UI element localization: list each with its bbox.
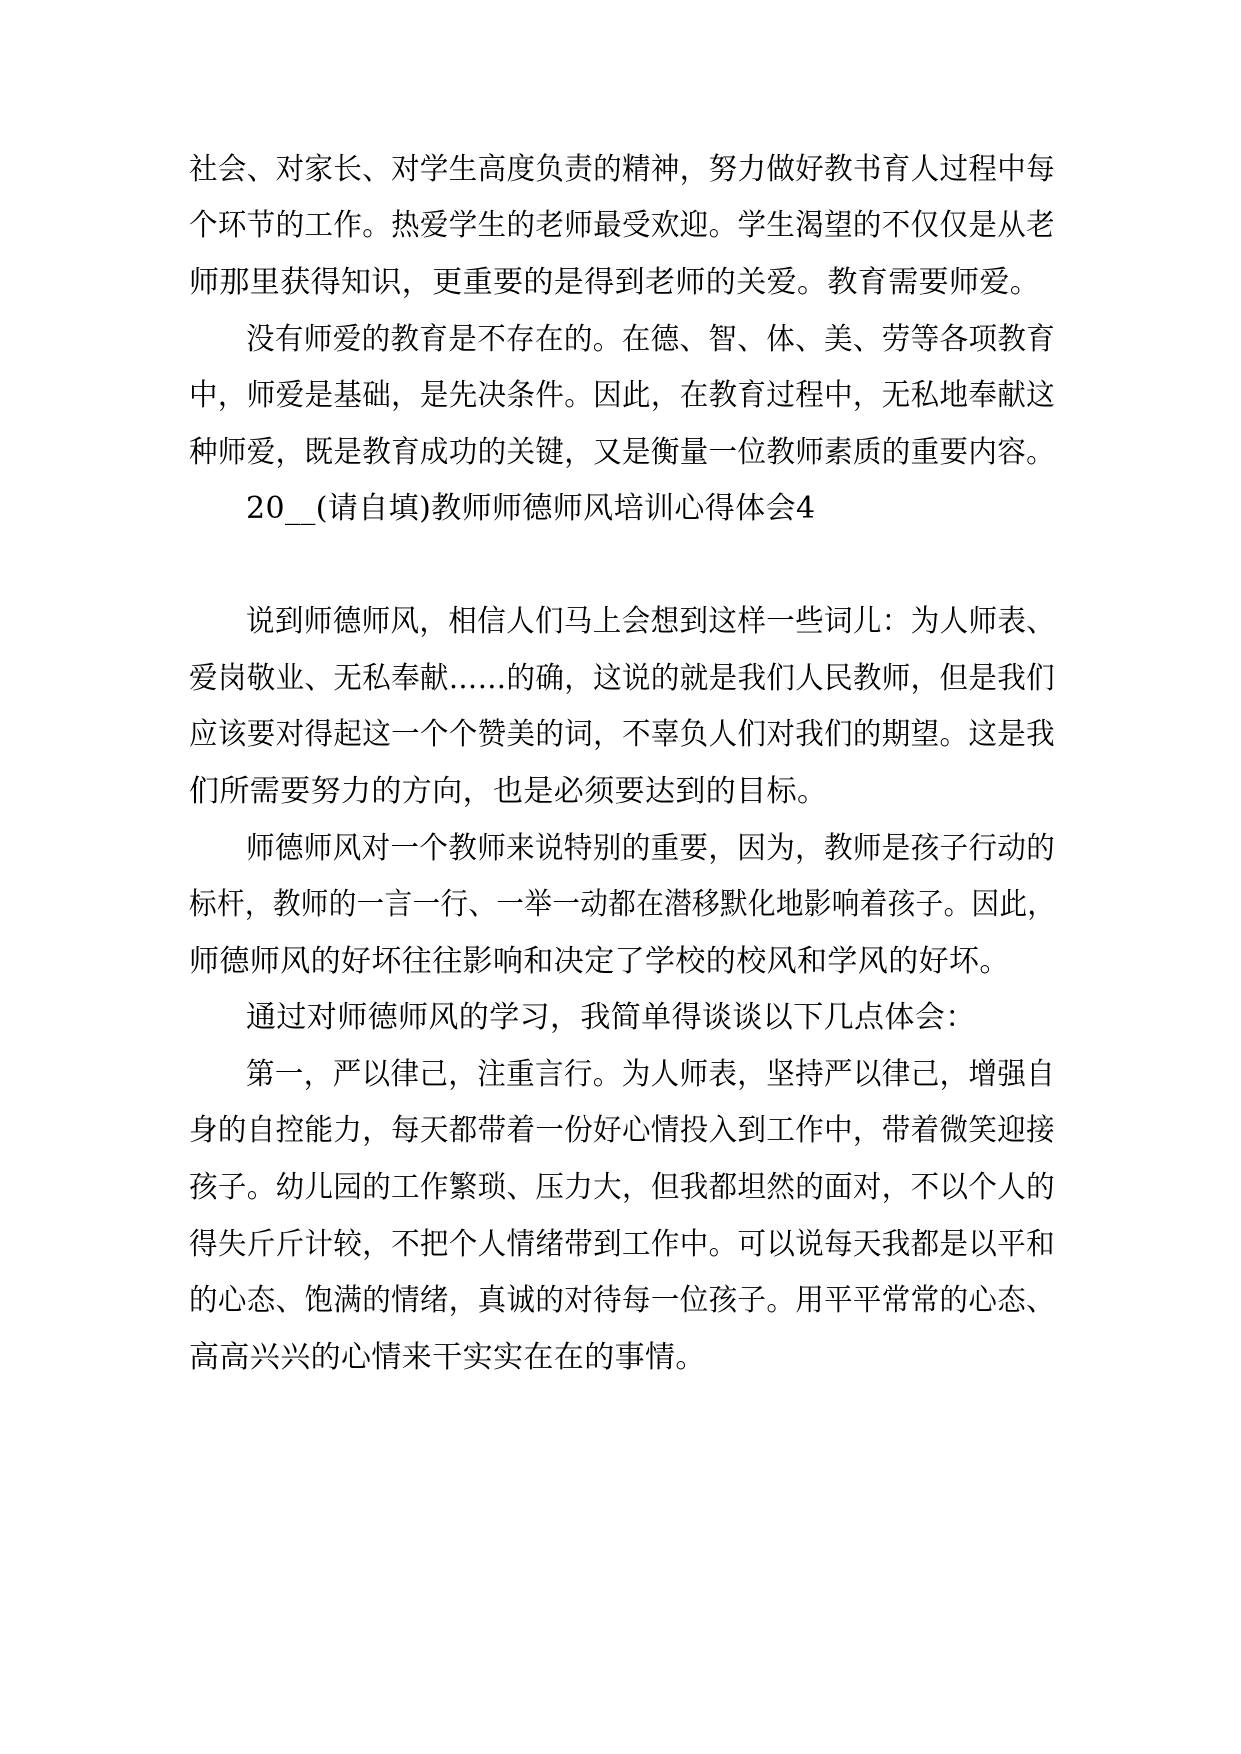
text-line: 通过对师德师风的学习，我简单得谈谈以下几点体会： [246,1000,976,1035]
text-line: 说到师德师风，相信人们马上会想到这样一些词儿：为人师表、 [246,604,1056,639]
text-line: 得失斤斤计较，不把个人情绪带到工作中。可以说每天我都是以平和 [189,1227,1055,1262]
text-line: 高高兴兴的心情来干实实在在的事情。 [189,1340,706,1375]
text-line: 中，师爱是基础，是先决条件。因此，在教育过程中，无私地奉献这 [189,378,1055,413]
text-line: 种师爱，既是教育成功的关键，又是衡量一位教师素质的重要内容。 [189,435,1055,470]
text-line: 身的自控能力，每天都带着一份好心情投入到工作中，带着微笑迎接 [189,1113,1055,1148]
section-heading: 20__(请自填)教师师德师风培训心得体会4 [246,491,816,526]
text-line: 孩子。幼儿园的工作繁琐、压力大，但我都坦然的面对，不以个人的 [189,1170,1055,1205]
text-line: 没有师爱的教育是不存在的。在德、智、体、美、劳等各项教育 [246,322,1056,357]
text-line: 个环节的工作。热爱学生的老师最受欢迎。学生渴望的不仅仅是从老 [189,208,1055,243]
text-line: 社会、对家长、对学生高度负责的精神，努力做好教书育人过程中每 [189,152,1055,187]
text-line: 标杆，教师的一言一行、一举一动都在潜移默化地影响着孩子。因此， [189,887,1056,922]
text-line: 的心态、饱满的情绪，真诚的对待每一位孩子。用平平常常的心态、 [189,1283,1055,1318]
text-line: 第一，严以律己，注重言行。为人师表，坚持严以律己，增强自 [246,1057,1056,1092]
text-line: 应该要对得起这一个个赞美的词，不辜负人们对我们的期望。这是我 [189,717,1055,752]
text-line: 师德师风对一个教师来说特别的重要，因为，教师是孩子行动的 [246,831,1056,866]
text-line: 师德师风的好坏往往影响和决定了学校的校风和学风的好坏。 [189,944,1010,979]
text-line: 爱岗敬业、无私奉献……的确，这说的就是我们人民教师，但是我们 [189,661,1055,696]
text-line: 们所需要努力的方向，也是必须要达到的目标。 [189,774,828,809]
text-line: 师那里获得知识，更重要的是得到老师的关爱。教育需要师爱。 [189,265,1041,300]
